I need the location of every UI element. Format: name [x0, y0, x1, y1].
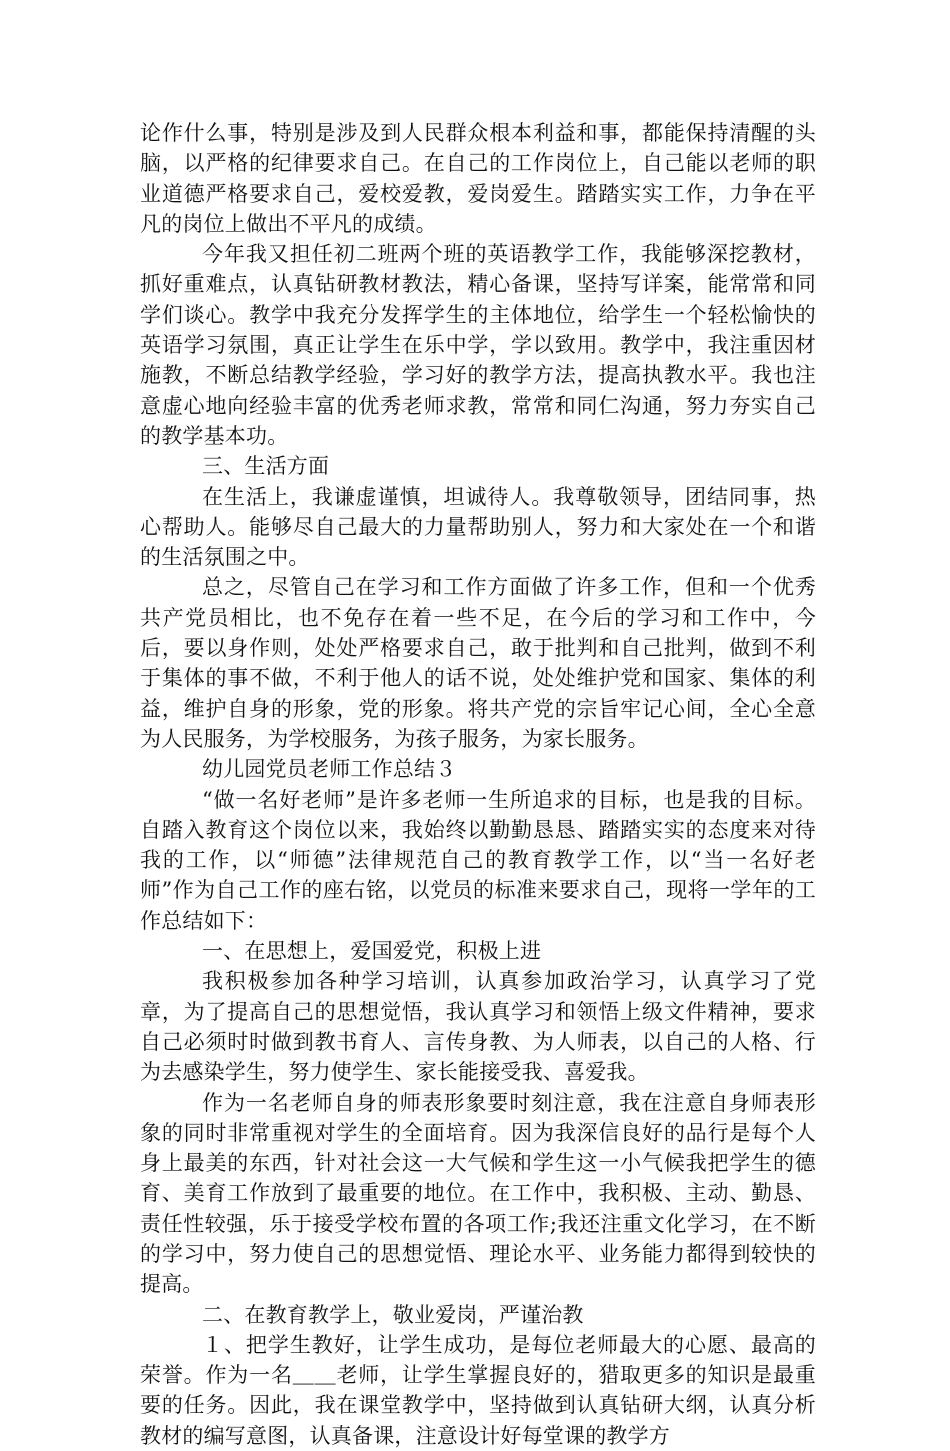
- paragraph-1: 论作什么事，特别是涉及到人民群众根本利益和事，都能保持清醒的头脑，以严格的纪律要求自己。在自己的工作岗位上，自己能以老师的职业道德严格要求自己，爱校爱教，爱岗爱生。踏踏实实工作，力争在平凡的岗位上做出不平凡的成绩。: [140, 121, 816, 236]
- document-body: [140, 118, 816, 1451]
- paragraph-3: 在生活上，我谦虚谨慎，坦诚待人。我尊敬领导，团结同事，热心帮助人。能够尽自己最大的力量帮助别人，努力和大家处在一个和谐的生活氛围之中。: [140, 484, 816, 570]
- section-heading-life: 三、生活方面: [202, 454, 330, 479]
- paragraph-5: “做一名好老师”是许多老师一生所追求的目标，也是我的目标。自踏入教育这个岗位以来，我始终以勤勤恳恳、踏踏实实的态度来对待我的工作，以“师德”法律规范自己的教育教学工作，以“当一名好老师”作为自己工作的座右铭，以党员的标准来要求自己，现将一学年的工作总结如下：: [140, 787, 816, 933]
- paragraph-8: １、把学生教好，让学生成功，是每位老师最大的心愿、最高的荣誉。作为一名＿＿老师，让学生掌握良好的，猎取更多的知识是最重要的任务。因此，我在课堂教学中，坚持做到认真钻研大纲，认真分析教材的编写意图，认真备课，注意设计好每堂课的教学方: [140, 1332, 816, 1448]
- section-heading-thought: 一、在思想上，爱国爱党，积极上进: [202, 939, 542, 964]
- paragraph-6: 我积极参加各种学习培训，认真参加政治学习，认真学习了党章，为了提高自己的思想觉悟，我认真学习和领悟上级文件精神，要求自己必须时时做到教书育人、言传身教、为人师表，以自己的人格、行为去感染学生，努力使学生、家长能接受我、喜爱我。: [140, 969, 816, 1085]
- article-title: 幼儿园党员老师工作总结３: [202, 757, 457, 782]
- paragraph-2: 今年我又担任初二班两个班的英语教学工作，我能够深挖教材，抓好重难点，认真钻研教材教法，精心备课，坚持写详案，能常常和同学们谈心。教学中我充分发挥学生的主体地位，给学生一个轻松愉快的英语学习氛围，真正让学生在乐中学，学以致用。教学中，我注重因材施教，不断总结教学经验，学习好的教学方法，提高执教水平。我也注意虚心地向经验丰富的优秀老师求教，常常和同仁沟通，努力夯实自己的教学基本功。: [140, 242, 816, 448]
- section-heading-teaching: 二、在教育教学上，敬业爱岗，严谨治教: [202, 1302, 584, 1327]
- paragraph-4: 总之，尽管自己在学习和工作方面做了许多工作，但和一个优秀共产党员相比，也不免存在着一些不足，在今后的学习和工作中，今后，要以身作则，处处严格要求自己，敢于批判和自己批判，做到不利于集体的事不做，不利于他人的话不说，处处维护党和国家、集体的利益，维护自身的形象，党的形象。将共产党的宗旨牢记心间，全心全意为人民服务，为学校服务，为孩子服务，为家长服务。: [140, 575, 816, 751]
- paragraph-7: 作为一名老师自身的师表形象要时刻注意，我在注意自身师表形象的同时非常重视对学生的全面培育。因为我深信良好的品行是每个人身上最美的东西，针对社会这一大气候和学生这一小气候我把学生的德育、美育工作放到了最重要的地位。在工作中，我积极、主动、勤恳、责任性较强，乐于接受学校布置的各项工作;我还注重文化学习，在不断的学习中，努力使自己的思想觉悟、理论水平、业务能力都得到较快的提高。: [140, 1090, 816, 1297]
